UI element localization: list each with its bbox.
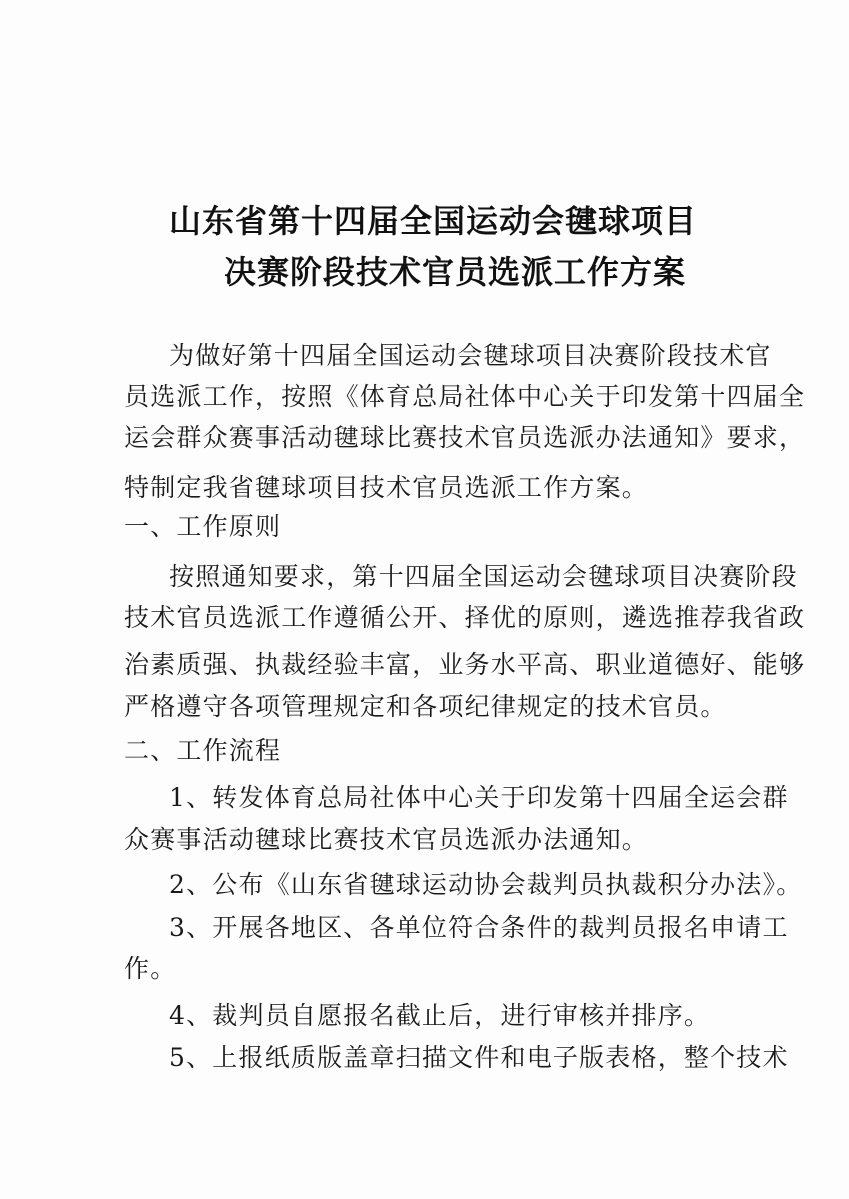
paragraph-line: 2、公布《山东省毽球运动协会裁判员执裁积分办法》。: [169, 870, 803, 899]
paragraph-line: 技术官员选派工作遵循公开、择优的原则，遴选推荐我省政: [124, 603, 806, 632]
document-title-line-2: 决赛阶段技术官员选派工作方案: [224, 253, 687, 291]
paragraph-line: 3、开展各地区、各单位符合条件的裁判员报名申请工: [169, 913, 789, 942]
paragraph-line: 严格遵守各项管理规定和各项纪律规定的技术官员。: [124, 692, 727, 721]
section-heading: 一、工作原则: [124, 512, 282, 541]
paragraph-line: 为做好第十四届全国运动会毽球项目决赛阶段技术官: [169, 341, 772, 370]
paragraph-line: 5、上报纸质版盖章扫描文件和电子版表格，整个技术: [169, 1043, 789, 1072]
paragraph-line: 员选派工作，按照《体育总局社体中心关于印发第十四届全: [124, 382, 806, 411]
paragraph-line: 1、转发体育总局社体中心关于印发第十四届全运会群: [169, 783, 789, 812]
paragraph-line: 特制定我省毽球项目技术官员选派工作方案。: [124, 473, 649, 502]
document-title-line-1: 山东省第十四届全国运动会毽球项目: [169, 202, 698, 240]
paragraph-line: 众赛事活动毽球比赛技术官员选派办法通知。: [124, 825, 649, 854]
section-heading: 二、工作流程: [124, 736, 282, 765]
paragraph-line: 运会群众赛事活动毽球比赛技术官员选派办法通知》要求，: [124, 423, 806, 452]
paragraph-line: 治素质强、执裁经验丰富，业务水平高、职业道德好、能够: [124, 650, 806, 679]
paragraph-line: 按照通知要求，第十四届全国运动会毽球项目决赛阶段: [169, 562, 798, 591]
paragraph-line: 作。: [124, 954, 177, 983]
paragraph-line: 4、裁判员自愿报名截止后，进行审核并排序。: [169, 1001, 711, 1030]
